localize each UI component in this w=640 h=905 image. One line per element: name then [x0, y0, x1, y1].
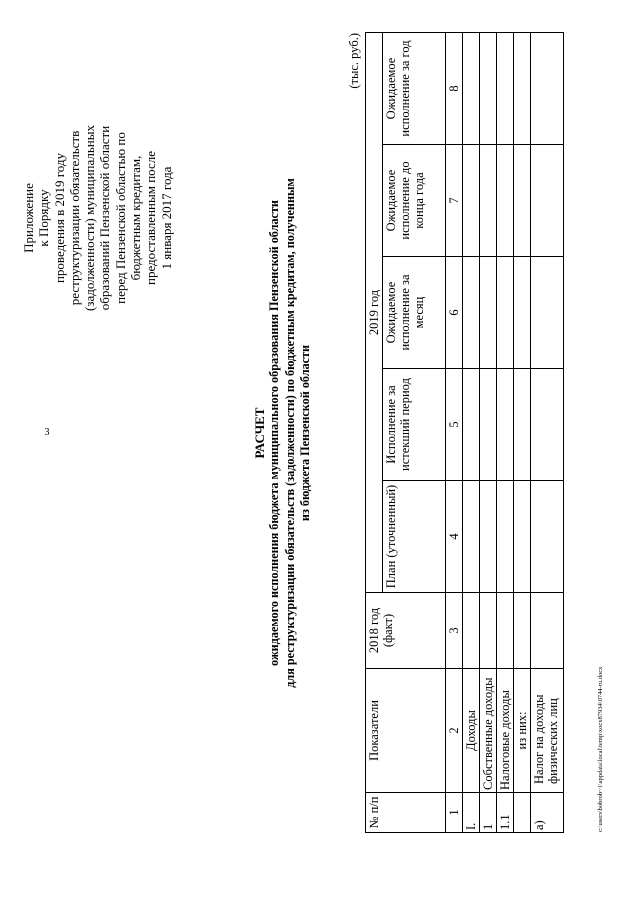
table-row: [463, 32, 480, 832]
header-cell-2019-group: 2019 год: [366, 32, 383, 592]
table-cell: [480, 593, 497, 669]
column-number-cell: 6: [446, 257, 463, 369]
row-number-cell: I.: [463, 793, 480, 833]
column-number-cell: 8: [446, 32, 463, 144]
table-cell: [463, 369, 480, 481]
table-cell: [480, 32, 497, 144]
column-number-cell: 3: [446, 593, 463, 669]
header-cell-plan: План (уточненный): [383, 481, 446, 593]
table-cell: [531, 145, 564, 257]
table-cell: [531, 257, 564, 369]
table-cell: [463, 593, 480, 669]
header-cell-expected-year: Ожидаемое исполнение за год: [383, 32, 446, 144]
document-title-block: [252, 33, 313, 833]
row-number-cell: 1: [480, 793, 497, 833]
column-number-cell: 2: [446, 669, 463, 793]
landscape-page-content: [15, 33, 625, 833]
table-column-number-row: [446, 32, 463, 832]
appendix-line: перед Пензенской областью по: [112, 132, 128, 304]
appendix-line: Приложение: [21, 183, 36, 253]
row-label-cell: Собственные доходы: [480, 669, 497, 793]
table-cell: [480, 481, 497, 593]
appendix-line: реструктуризации обязательств: [66, 130, 82, 306]
header-cell-expected-month: Ожидаемое исполнение за месяц: [383, 257, 446, 369]
column-number-cell: 4: [446, 481, 463, 593]
appendix-line: 1 января 2017 года: [158, 166, 174, 270]
table-cell: [480, 369, 497, 481]
row-label-cell: Налог на доходы физических лиц: [531, 669, 564, 793]
row-label-cell: Доходы: [463, 669, 480, 793]
row-number-cell: [514, 793, 531, 833]
table-row: [480, 32, 497, 832]
table-header-row: [366, 32, 383, 832]
row-number-cell: 1.1: [497, 793, 514, 833]
appendix-line: образований Пензенской области: [97, 125, 113, 311]
table-cell: [497, 145, 514, 257]
column-number-cell: 1: [446, 793, 463, 833]
table-cell: [480, 257, 497, 369]
header-cell-executed: Исполнение за истекший период: [383, 369, 446, 481]
table-cell: [531, 481, 564, 593]
table-cell: [531, 593, 564, 669]
table-cell: [463, 145, 480, 257]
table-cell: [497, 593, 514, 669]
row-label-cell: Налоговые доходы: [497, 669, 514, 793]
table-cell: [480, 145, 497, 257]
table-row: [514, 32, 531, 832]
header-cell-number: № п/п: [366, 793, 446, 833]
table-cell: [514, 369, 531, 481]
header-cell-expected-remaining: Ожидаемое исполнение до конца года: [383, 145, 446, 257]
table-cell: [514, 257, 531, 369]
units-label: (тыс. руб.): [347, 33, 361, 89]
table-cell: [463, 257, 480, 369]
table-cell: [531, 369, 564, 481]
document-subtitle-line: для реструктуризации обязательств (задолженности) по бюджетным кредитам, полученным: [282, 178, 297, 688]
table-cell: [463, 32, 480, 144]
page-number: 3: [44, 427, 50, 438]
header-cell-indicator: Показатели: [366, 669, 446, 793]
header-cell-2018: 2018 год (факт): [366, 593, 446, 669]
table-row: [531, 32, 564, 832]
row-number-cell: а): [531, 793, 564, 833]
document-subtitle-line: из бюджета Пензенской области: [297, 344, 312, 522]
table-cell: [463, 481, 480, 593]
appendix-line: предоставленным после: [143, 150, 159, 286]
appendix-line: (задолженности) муниципальных: [82, 125, 98, 311]
footer-file-path: c:\users\bobrob~1\appdata\local\temp\xocx87934\0744-ru.docx: [597, 666, 604, 832]
row-label-cell: из них:: [514, 669, 531, 793]
appendix-line: бюджетным кредитам,: [128, 155, 144, 281]
appendix-line: проведения в 2019 году: [51, 152, 67, 284]
table-cell: [514, 481, 531, 593]
calculation-table: [365, 32, 564, 833]
table-cell: [497, 369, 514, 481]
document-title: РАСЧЕТ: [252, 407, 267, 459]
column-number-cell: 5: [446, 369, 463, 481]
table-cell: [497, 32, 514, 144]
document-subtitle-line: ожидаемого исполнения бюджета муниципального образования Пензенской области: [267, 200, 282, 666]
appendix-note: [21, 33, 174, 403]
table-cell: [497, 257, 514, 369]
appendix-line: к Порядку: [36, 189, 52, 247]
table-cell: [514, 593, 531, 669]
table-cell: [531, 32, 564, 144]
table-row: [497, 32, 514, 832]
column-number-cell: 7: [446, 145, 463, 257]
table-cell: [514, 32, 531, 144]
table-cell: [497, 481, 514, 593]
table-cell: [514, 145, 531, 257]
